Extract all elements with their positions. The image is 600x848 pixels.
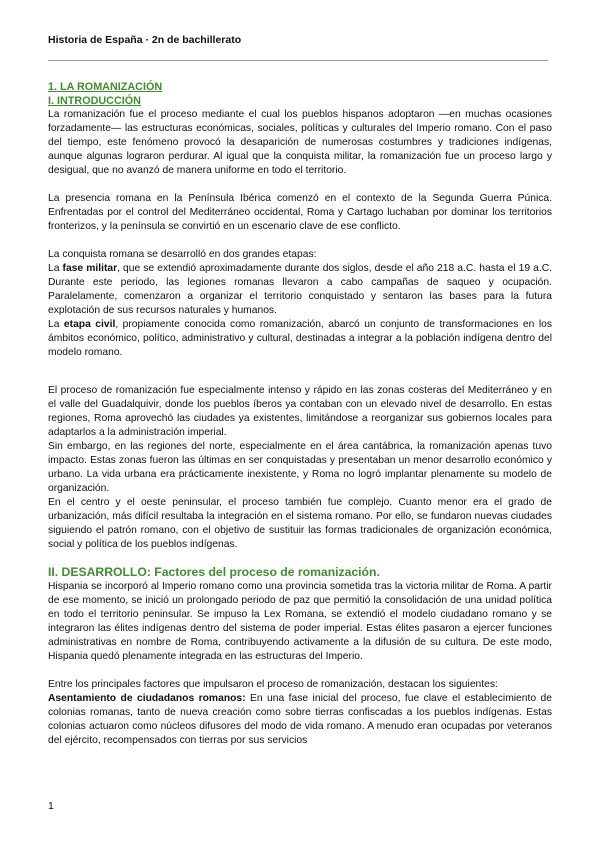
paragraph: La presencia romana en la Península Ibérica comenzó en el contexto de la Segunda Guerra Púnica. Enfrentadas por el control del Mediterráneo occidental, Roma y Cartago luchaban por dominar los territorios fronterizos, y la península se convirtió en un escenario clave de ese conflicto.: [48, 193, 552, 232]
paragraph: La fase militar, que se extendió aproximadamente durante dos siglos, desde el año 218 a.C. hasta el 19 a.C. Durante este periodo, las legiones romanas llevaron a cabo campañas de saqueo y ocupación. Paralelamente, comenzaron a organizar el territorio conquistado y sentaron las bases para la futura explotación de sus recursos naturales y humanos.: [48, 263, 552, 316]
paragraph: Entre los principales factores que impulsaron el proceso de romanización, destacan los siguientes:: [48, 679, 498, 690]
paragraph: Asentamiento de ciudadanos romanos: En una fase inicial del proceso, fue clave el establecimiento de colonias romanas, tanto de nueva creación como sobre tierras confiscadas a los pueblos indígenas. Estas colonias actuaron como núcleos difusores del modo de vida romano. A menudo eran ocupadas por veteranos del ejército, recompensados con tierras por sus servicios: [48, 693, 552, 746]
section-title: 1. LA ROMANIZACIÓN: [48, 81, 163, 93]
paragraph: La conquista romana se desarrolló en dos grandes etapas:: [48, 249, 317, 260]
bold-term: Asentamiento de ciudadanos romanos:: [48, 693, 246, 704]
paragraph: El proceso de romanización fue especialmente intenso y rápido en las zonas costeras del Mediterráneo y en el valle del Guadalquivir, donde los pueblos íberos ya contaban con un elevado nivel de desarrollo. En estas regiones, Roma aprovechó las ciudades ya existentes, limitándose a reorganizar sus gobiernos locales para adaptarlos a la administración imperial.: [48, 385, 552, 438]
section-title: II. DESARROLLO: Factores del proceso de romanización.: [48, 565, 380, 579]
paragraph: Sin embargo, en las regiones del norte, especialmente en el área cantábrica, la romanización apenas tuvo impacto. Estas zonas fueron las últimas en ser conquistadas y presentaban un menor desarrollo económico y urbano. La vida urbana era prácticamente inexistente, y Roma no logró implantar plenamente su modelo de organización.: [48, 441, 552, 494]
paragraph: En el centro y el oeste peninsular, el proceso también fue complejo. Cuanto menor era el grado de urbanización, más difícil resultaba la integración en el sistema romano. Por ello, se fundaron nuevas ciudades siguiendo el patrón romano, con el objetivo de sustituir las formas tradicionales de organización económica, social y política de los pueblos indígenas.: [48, 497, 552, 550]
document-header: Historia de España · 2n de bachillerato: [48, 34, 242, 46]
paragraph: Hispania se incorporó al Imperio romano como una provincia sometida tras la victoria militar de Roma. A partir de ese momento, se inició un prolongado periodo de paz que permitió la consolidación de una unidad política en todo el territorio peninsular. Se impuso la Lex Romana, se extendió el modelo ciudadano romano y se integraron las élites indígenas dentro del sistema de poder imperial. Estas élites pasaron a ejercer funciones administrativas en nombre de Roma, contribuyendo activamente a la difusión de su cultura. De este modo, Hispania quedó plenamente integrada en las estructuras del Imperio.: [48, 581, 552, 662]
section-subtitle: I. INTRODUCCIÓN: [48, 95, 141, 107]
paragraph: La romanización fue el proceso mediante el cual los pueblos hispanos adoptaron —en muchas ocasiones forzadamente— las estructuras económicas, sociales, políticas y culturales del Imperio romano. Con el paso del tiempo, este fenómeno provocó la desaparición de numerosas costumbres y tradiciones indígenas, aunque algunas lograron perdurar. Al igual que la conquista militar, la romanización fue un proceso largo y desigual, que no avanzó de manera uniforme en todo el territorio.: [48, 109, 552, 176]
header-divider: [48, 60, 548, 61]
bold-term: etapa civil: [63, 319, 116, 330]
document-body: [48, 80, 552, 748]
bold-term: fase militar: [62, 263, 118, 274]
page-number: 1: [48, 800, 54, 812]
paragraph: La etapa civil, propiamente conocida como romanización, abarcó un conjunto de transformaciones en los ámbitos económico, político, administrativo y cultural, destinadas a integrar a la población indígena dentro del modelo romano.: [48, 319, 552, 358]
